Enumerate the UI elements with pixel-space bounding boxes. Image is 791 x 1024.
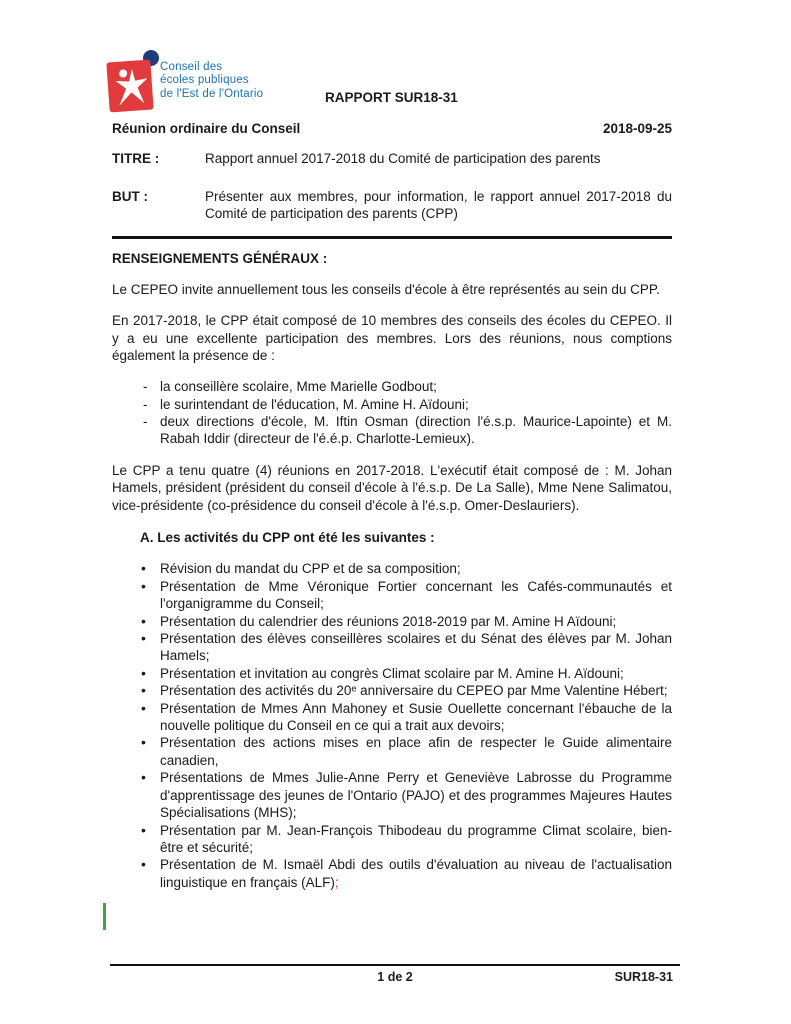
but-value: Présenter aux membres, pour information, le rapport annuel 2017-2018 du Comité de participation des parents (CPP) [205,188,672,222]
list-item [112,856,672,891]
org-name [160,61,263,101]
footer-report-code: SUR18-31 [614,970,673,984]
list-item: • Révision du mandat du CPP et de sa composition; [112,560,672,577]
list-item: - le surintendant de l'éducation, M. Amine H. Aïdouni; [112,396,672,413]
list-item: - la conseillère scolaire, Mme Marielle Godbout; [112,378,672,395]
general-heading: RENSEIGNEMENTS GÉNÉRAUX : [112,250,328,266]
list-item: • Présentations de Mmes Julie-Anne Perry et Geneviève Labrosse du Programme d'apprentissage des jeunes de l'Ontario (PAJO) et des programmes Majeures Hautes Spécialisations (MHS); [112,769,672,821]
org-name-line: écoles publiques [160,74,249,87]
list-item: • Présentation des activités du 20ᵉ anniversaire du CEPEO par Mme Valentine Hébert; [112,682,672,699]
paragraph: Le CPP a tenu quatre (4) réunions en 2017-2018. L'exécutif était composé de : M. Johan Hamels, président (président du conseil d'école à l'é.s.p. De La Salle), Mme Nene Salimatou, vice-présidente (co-présidence du conseil d'école à l'é.s.p. Omer-Deslauriers). [112,462,672,513]
org-name-line: de l'Est de l'Ontario [160,87,264,100]
meeting-row [112,120,672,137]
activities-heading: A. Les activités du CPP ont été les suivantes : [140,530,435,545]
document-body [112,120,672,891]
cepeo-logo-icon [105,48,163,120]
list-item: • Présentation de Mmes Ann Mahoney et Susie Ouellette concernant l'ébauche de la nouvelle politique du Conseil en ce qui a trait aux devoirs; [112,700,672,735]
list-item: • Présentation de Mme Véronique Fortier concernant les Cafés-communautés et l'organigramme du Conseil; [112,578,672,613]
field-but [112,188,672,223]
list-item-text: Présentation de M. Ismaël Abdi des outils d'évaluation au niveau de l'actualisation linguistique en français (ALF) [160,857,672,890]
org-name-line: Conseil des [160,61,223,73]
page-number: 1 de 2 [377,970,413,984]
list-item: • Présentation des élèves conseillères scolaires et du Sénat des élèves par M. Johan Hamels; [112,630,672,665]
field-titre [112,150,672,167]
list-item: • Présentation par M. Jean-François Thibodeau du programme Climat scolaire, bien-être et sécurité; [112,822,672,857]
report-title: RAPPORT SUR18-31 [325,90,458,105]
list-item: • Présentation du calendrier des réunions 2018-2019 par M. Amine H Aïdouni; [112,613,672,630]
section-divider [112,236,672,239]
but-label: BUT : [112,188,148,204]
paragraph: Le CEPEO invite annuellement tous les conseils d'école à être représentés au sein du CPP. [112,282,660,298]
attendees-list [112,378,672,448]
paragraph: En 2017-2018, le CPP était composé de 10 membres des conseils des écoles du CEPEO. Il y a eu une excellente participation des membres. Lors des réunions, nous comptions également la présence de : [112,313,672,364]
page-footer [110,964,680,984]
revision-change-bar [103,903,106,930]
meeting-date: 2018-09-25 [602,121,672,136]
activities-list [112,560,672,891]
list-item: • Présentation et invitation au congrès Climat scolaire par M. Amine H. Aïdouni; [112,665,672,682]
list-item: - deux directions d'école, M. Iftin Osman (direction l'é.s.p. Maurice-Lapointe) et M. Rabah Iddir (directeur de l'é.é.p. Charlotte-Lemieux). [112,413,672,448]
titre-value: Rapport annuel 2017-2018 du Comité de participation des parents [205,151,601,167]
meeting-label: Réunion ordinaire du Conseil [112,121,301,136]
tracked-change-text: ; [334,874,339,890]
list-item: • Présentation des actions mises en place afin de respecter le Guide alimentaire canadien, [112,734,672,769]
titre-label: TITRE : [112,151,160,167]
